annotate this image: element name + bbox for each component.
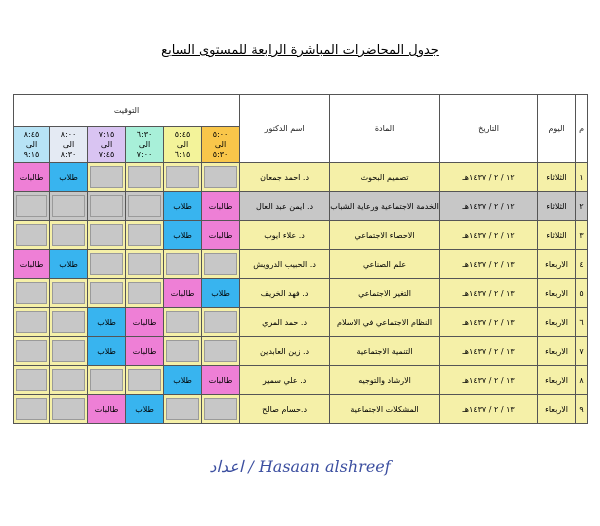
row-day: الاربعاء [538,250,576,279]
slot-cell [50,279,88,308]
male-students-tag: طلاب [126,395,163,423]
row-date: ١٣ / ٢ / ١٤٣٧هـ [440,308,538,337]
slot-cell [14,308,50,337]
slot-cell [88,163,126,192]
slot-cell [14,221,50,250]
row-doctor: د. علي سمير [240,366,330,395]
empty-slot [204,253,237,275]
row-number: ٣ [576,221,588,250]
timeslot-line3: ٦:١٥ [174,149,191,159]
row-day: الاربعاء [538,395,576,424]
timeslot-line1: ٧:١٥ [98,129,115,139]
male-students-tag: طلاب [164,221,201,249]
empty-slot [128,195,161,217]
header-day: اليوم [538,95,576,163]
row-subject: تصميم البحوث [330,163,440,192]
empty-slot [128,253,161,275]
empty-slot [204,340,237,362]
slot-cell [202,221,240,250]
timeslot-line3: ٧:٤٥ [98,149,115,159]
row-doctor: د. ايمن عبد العال [240,192,330,221]
slot-cell [164,192,202,221]
timeslot-line3: ٥:٣٠ [212,149,229,159]
empty-slot [16,311,47,333]
empty-slot [166,311,199,333]
slot-cell [126,395,164,424]
slot-cell [14,279,50,308]
row-subject: التغير الاجتماعي [330,279,440,308]
row-doctor: د.حسام صالح [240,395,330,424]
timeslot-header [50,127,88,163]
slot-cell [164,163,202,192]
empty-slot [166,166,199,188]
timeslot-header [164,127,202,163]
male-students-tag: طلاب [50,163,87,191]
slot-cell [164,337,202,366]
row-number: ٨ [576,366,588,395]
slot-cell [88,250,126,279]
timeslot-header [14,127,50,163]
slot-cell [50,308,88,337]
table-row [14,308,588,337]
empty-slot [52,224,85,246]
empty-slot [52,282,85,304]
row-date: ١٢ / ٢ / ١٤٣٧هـ [440,163,538,192]
slot-cell [126,308,164,337]
slot-cell [14,250,50,279]
slot-cell [126,250,164,279]
table-row [14,192,588,221]
slot-cell [202,279,240,308]
slot-cell [126,192,164,221]
row-day: الثلاثاء [538,221,576,250]
slot-cell [88,366,126,395]
female-students-tag: طالبات [202,221,239,249]
empty-slot [90,253,123,275]
timeslot-line3: ٨:٣٠ [60,149,77,159]
row-doctor: د. حمد المري [240,308,330,337]
row-date: ١٣ / ٢ / ١٤٣٧هـ [440,279,538,308]
row-number: ٤ [576,250,588,279]
empty-slot [166,398,199,420]
table-row [14,279,588,308]
empty-slot [52,369,85,391]
row-number: ٦ [576,308,588,337]
row-subject: المشكلات الاجتماعية [330,395,440,424]
row-doctor: د. زين العابدين [240,337,330,366]
row-subject: الارشاد والتوجيه [330,366,440,395]
row-doctor: د. فهد الخريف [240,279,330,308]
empty-slot [90,369,123,391]
timeslot-line2: الى [100,139,113,149]
row-day: الاربعاء [538,308,576,337]
slot-cell [164,250,202,279]
slot-cell [202,308,240,337]
timeslot-header [202,127,240,163]
female-students-tag: طالبات [14,163,49,191]
row-subject: النظام الاجتماعي في الاسلام [330,308,440,337]
row-number: ٥ [576,279,588,308]
slot-cell [14,395,50,424]
slot-cell [50,250,88,279]
slot-cell [164,279,202,308]
row-number: ١ [576,163,588,192]
timeslot-line2: الى [25,139,38,149]
slot-cell [164,221,202,250]
slot-cell [50,192,88,221]
slot-cell [202,163,240,192]
female-students-tag: طالبات [126,337,163,365]
slot-cell [202,366,240,395]
header-subject: المادة [330,95,440,163]
empty-slot [166,253,199,275]
empty-slot [204,311,237,333]
row-subject: الاحصاء الاجتماعي [330,221,440,250]
slot-cell [202,192,240,221]
empty-slot [52,195,85,217]
empty-slot [128,224,161,246]
slot-cell [88,192,126,221]
empty-slot [90,224,123,246]
row-date: ١٣ / ٢ / ١٤٣٧هـ [440,250,538,279]
table-row [14,221,588,250]
row-day: الاربعاء [538,337,576,366]
slot-cell [50,221,88,250]
empty-slot [16,195,47,217]
male-students-tag: طلاب [202,279,239,307]
slot-cell [50,163,88,192]
table-row [14,337,588,366]
row-date: ١٣ / ٢ / ١٤٣٧هـ [440,366,538,395]
slot-cell [164,308,202,337]
row-subject: علم الصناعي [330,250,440,279]
slot-cell [88,279,126,308]
header-doctor: اسم الدكتور [240,95,330,163]
female-students-tag: طالبات [202,192,239,220]
row-date: ١٢ / ٢ / ١٤٣٧هـ [440,192,538,221]
male-students-tag: طلاب [50,250,87,278]
empty-slot [128,166,161,188]
header-num: م [576,95,588,163]
row-day: الثلاثاء [538,163,576,192]
male-students-tag: طلاب [164,366,201,394]
empty-slot [90,282,123,304]
timeslot-header [88,127,126,163]
row-number: ٩ [576,395,588,424]
row-doctor: د. احمد جمعان [240,163,330,192]
slot-cell [50,366,88,395]
empty-slot [16,340,47,362]
empty-slot [166,340,199,362]
row-day: الاربعاء [538,279,576,308]
slot-cell [126,279,164,308]
slot-cell [50,337,88,366]
female-students-tag: طالبات [88,395,125,423]
timeslot-line1: ٨:٤٥ [23,129,40,139]
empty-slot [16,369,47,391]
female-students-tag: طالبات [14,250,49,278]
table-row [14,163,588,192]
empty-slot [16,398,47,420]
timeslot-line3: ٧:٠٠ [136,149,153,159]
female-students-tag: طالبات [164,279,201,307]
timeslot-line2: الى [62,139,75,149]
timeslot-line1: ٨:٠٠ [60,129,77,139]
empty-slot [128,282,161,304]
slot-cell [14,366,50,395]
header-date: التاريخ [440,95,538,163]
row-date: ١٣ / ٢ / ١٤٣٧هـ [440,395,538,424]
slot-cell [202,250,240,279]
empty-slot [90,166,123,188]
row-subject: الخدمة الاجتماعية ورعاية الشباب [330,192,440,221]
timeslot-header [126,127,164,163]
empty-slot [90,195,123,217]
female-students-tag: طالبات [202,366,239,394]
slot-cell [126,221,164,250]
slot-cell [88,395,126,424]
row-doctor: د. علاء ايوب [240,221,330,250]
empty-slot [204,398,237,420]
page-title: جدول المحاضرات المباشرة الرابعة للمستوى السابع [161,43,439,58]
slot-cell [14,192,50,221]
slot-cell [88,337,126,366]
empty-slot [52,311,85,333]
timeslot-line1: ٥:٠٠ [212,129,229,139]
timeslot-line1: ٦:٣٠ [136,129,153,139]
slot-cell [126,163,164,192]
slot-cell [202,337,240,366]
empty-slot [128,369,161,391]
empty-slot [52,398,85,420]
timeslot-line1: ٥:٤٥ [174,129,191,139]
timeslot-line2: الى [138,139,151,149]
row-number: ٧ [576,337,588,366]
row-doctor: د. الحبيب الدرويش [240,250,330,279]
empty-slot [16,282,47,304]
slot-cell [126,337,164,366]
row-number: ٢ [576,192,588,221]
slot-cell [50,395,88,424]
timeslot-line2: الى [176,139,189,149]
table-row [14,395,588,424]
male-students-tag: طلاب [88,337,125,365]
row-day: الثلاثاء [538,192,576,221]
row-date: ١٢ / ٢ / ١٤٣٧هـ [440,221,538,250]
schedule-table [13,94,588,424]
prepared-by-signature: Hasaan alshreef / اعداد [209,457,391,476]
table-row [14,366,588,395]
slot-cell [164,366,202,395]
row-date: ١٣ / ٢ / ١٤٣٧هـ [440,337,538,366]
timeslot-line2: الى [214,139,227,149]
male-students-tag: طلاب [88,308,125,336]
slot-cell [88,308,126,337]
row-subject: التنمية الاجتماعية [330,337,440,366]
female-students-tag: طالبات [126,308,163,336]
table-row [14,250,588,279]
slot-cell [126,366,164,395]
timeslot-line3: ٩:١٥ [23,149,40,159]
slot-cell [164,395,202,424]
slot-cell [202,395,240,424]
slot-cell [14,163,50,192]
empty-slot [52,340,85,362]
empty-slot [16,224,47,246]
slot-cell [88,221,126,250]
row-day: الاربعاء [538,366,576,395]
slot-cell [14,337,50,366]
male-students-tag: طلاب [164,192,201,220]
header-timing: التوقيت [14,95,240,127]
empty-slot [204,166,237,188]
